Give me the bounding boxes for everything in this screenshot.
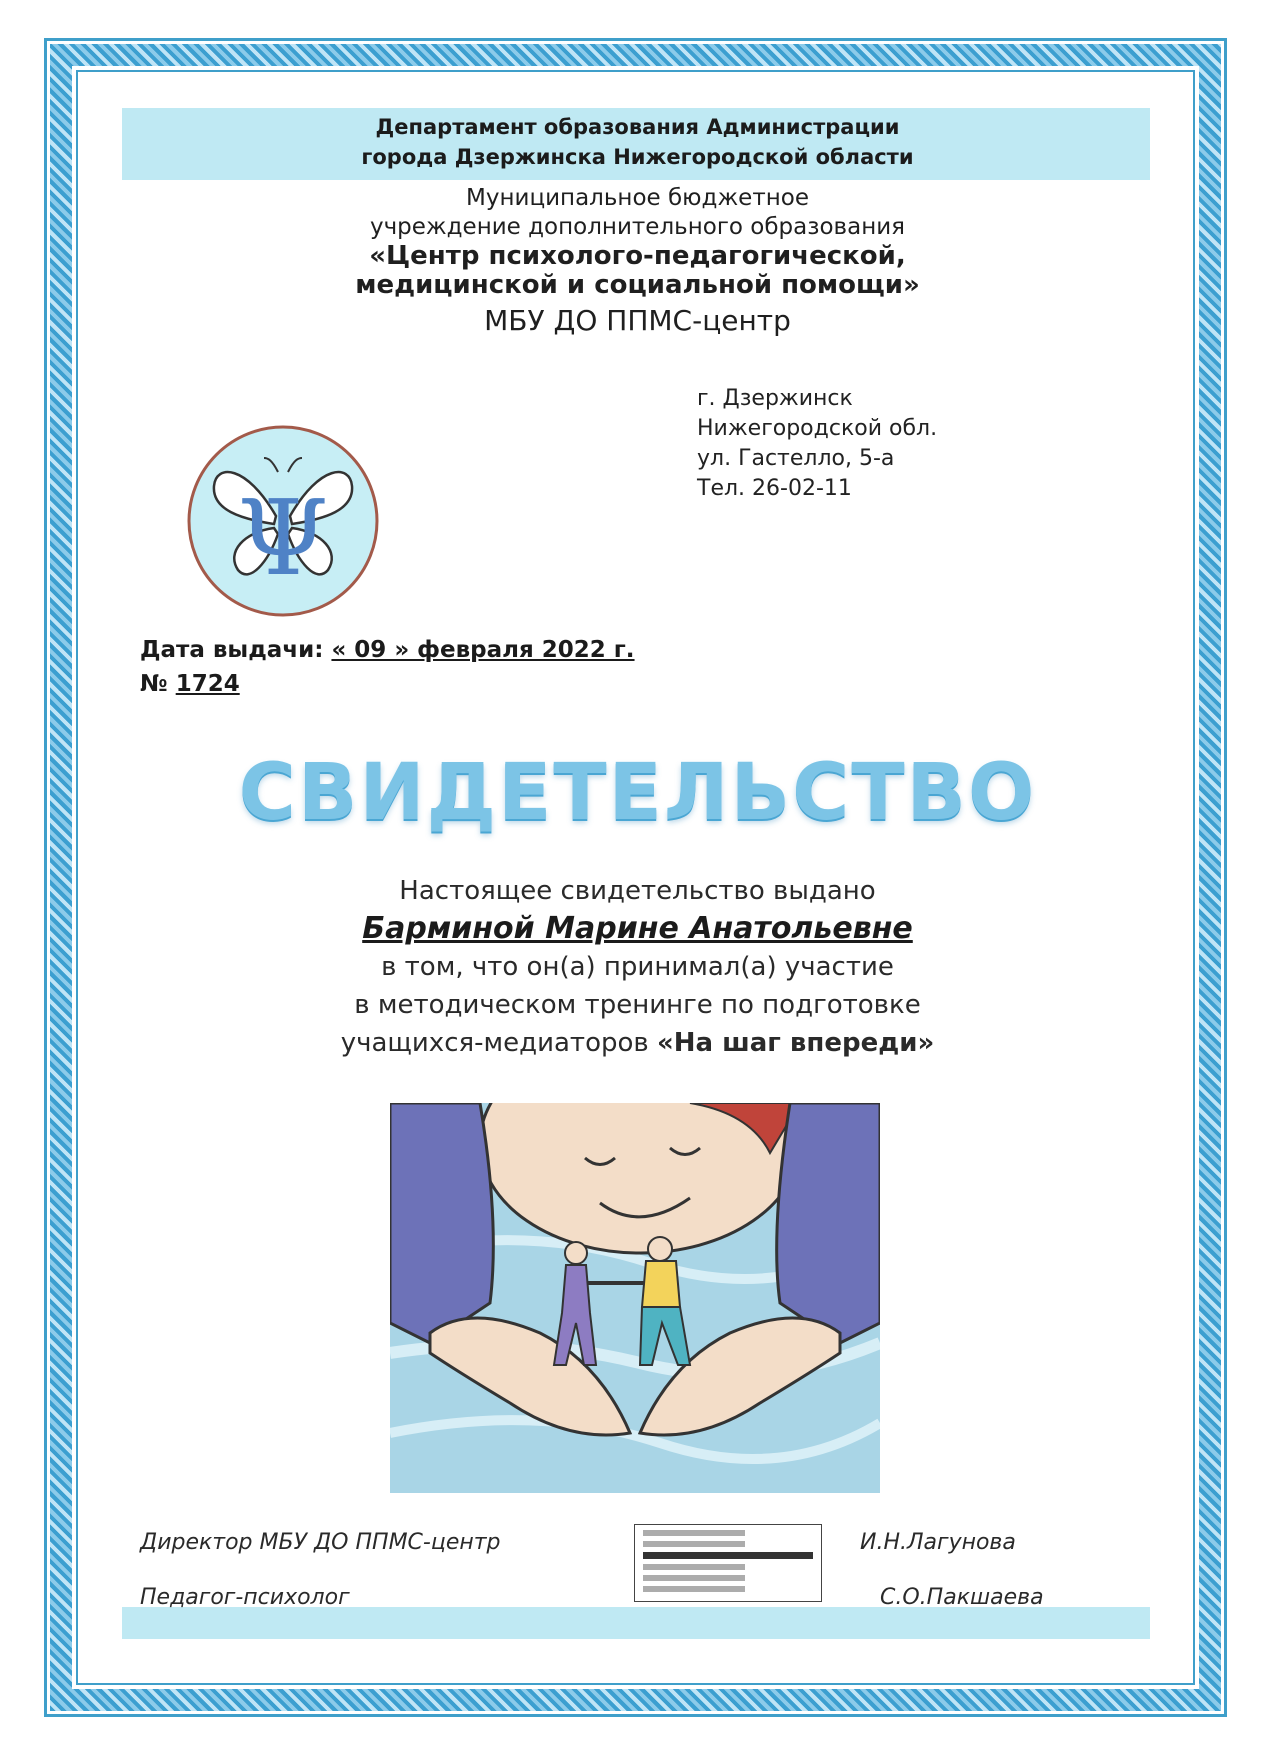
department-line-2: города Дзержинска Нижегородской области: [361, 145, 914, 169]
address-block: [697, 384, 937, 504]
training-name: «На шаг впереди»: [656, 1028, 935, 1058]
address-street: ул. Гастелло, 5-а: [697, 446, 895, 471]
address-city: г. Дзержинск: [697, 386, 853, 411]
director-name: И.Н.Лагунова: [860, 1530, 1016, 1555]
certificate-title: СВИДЕТЕЛЬСТВО: [238, 748, 1037, 838]
body-line-1: Настоящее свидетельство выдано: [399, 876, 876, 906]
psychologist-role: Педагог-психолог: [140, 1585, 350, 1610]
department-header: [0, 112, 1275, 172]
body-line-4: в методическом тренинге по подготовке: [354, 990, 921, 1020]
svg-text:Ψ: Ψ: [237, 477, 329, 599]
institution-line-3: «Центр психолого-педагогической,: [369, 241, 906, 271]
footer-band: [122, 1607, 1150, 1639]
recipient-name: Барминой Марине Анатольевне: [362, 911, 913, 946]
department-line-1: Департамент образования Администрации: [375, 115, 900, 139]
institution-line-1: Муниципальное бюджетное: [466, 185, 809, 211]
electronic-signature-stamp: [634, 1524, 822, 1602]
certificate-number-value: 1724: [175, 671, 240, 697]
institution-short-name: МБУ ДО ППМС-центр: [484, 304, 791, 337]
institution-block: [0, 184, 1275, 342]
butterfly-psi-logo-icon: [186, 424, 380, 618]
address-region: Нижегородской обл.: [697, 416, 938, 441]
address-phone: Тел. 26-02-11: [697, 476, 852, 501]
institution-line-2: учреждение дополнительного образования: [369, 214, 906, 240]
institution-line-4: медицинской и социальной помощи»: [355, 270, 920, 300]
body-line-3: в том, что он(а) принимал(а) участие: [381, 952, 894, 982]
certificate-number-label: №: [140, 671, 168, 697]
director-role: Директор МБУ ДО ППМС-центр: [140, 1530, 501, 1555]
hands-illustration-icon: [390, 1103, 880, 1493]
issue-date-value: « 09 » февраля 2022 г.: [331, 637, 635, 663]
body-line-5: учащихся-медиаторов: [340, 1028, 649, 1058]
psychologist-name: С.О.Пакшаева: [880, 1585, 1044, 1610]
certificate-body: [0, 872, 1275, 1062]
issue-date-label: Дата выдачи:: [140, 637, 324, 663]
issue-info: [140, 633, 635, 701]
